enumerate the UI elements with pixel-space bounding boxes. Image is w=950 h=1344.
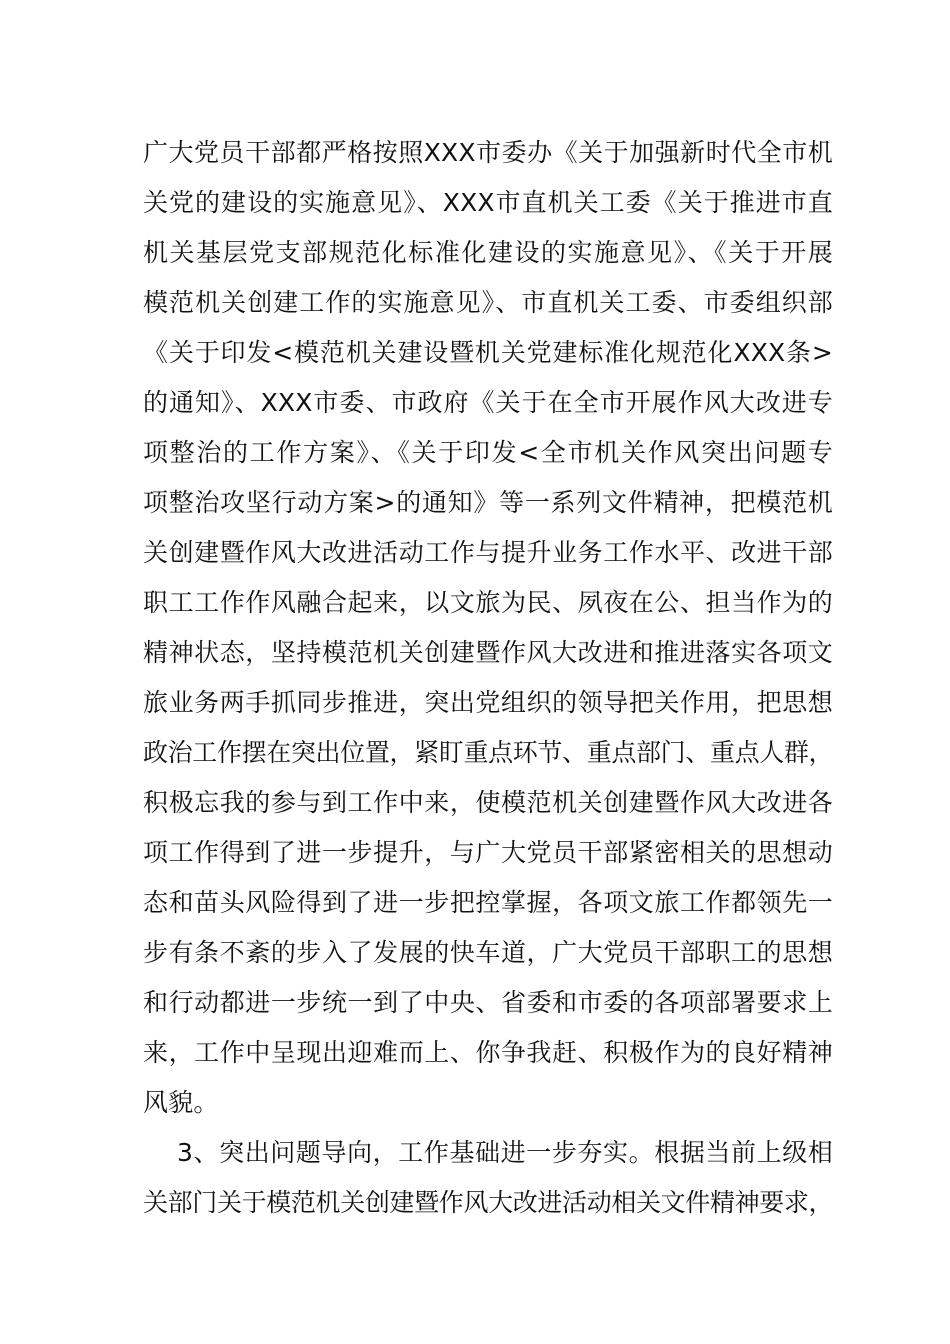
paragraph-1 [143,128,833,1128]
text-line: 步有条不紊的步入了发展的快车道，广大党员干部职工的思想 [143,938,833,967]
text-line: 的通知》、XXX市委、市政府《关于在全市开展作风大改进专 [143,388,833,417]
text-line: 关党的建设的实施意见》、XXX市直机关工委《关于推进市直 [143,188,833,217]
document-body [143,128,833,1228]
text-line: 3、突出问题导向，工作基础进一步夯实。根据当前上级相 [177,1138,833,1167]
text-line: 旅业务两手抓同步推进，突出党组织的领导把关作用，把思想 [143,688,833,717]
text-line: 广大党员干部都严格按照XXX市委办《关于加强新时代全市机 [143,138,833,167]
text-line: 《关于印发<模范机关建设暨机关党建标准化规范化XXX条> [143,338,833,367]
text-line: 项工作得到了进一步提升，与广大党员干部紧密相关的思想动 [143,838,833,867]
text-line: 关部门关于模范机关创建暨作风大改进活动相关文件精神要求， [143,1188,833,1217]
text-line: 和行动都进一步统一到了中央、省委和市委的各项部署要求上 [143,988,833,1017]
text-line: 政治工作摆在突出位置，紧盯重点环节、重点部门、重点人群， [143,738,833,767]
text-line: 来，工作中呈现出迎难而上、你争我赶、积极作为的良好精神 [143,1038,833,1067]
text-line: 项整治攻坚行动方案>的通知》等一系列文件精神，把模范机 [143,488,833,517]
text-line: 模范机关创建工作的实施意见》、市直机关工委、市委组织部 [143,288,833,317]
text-line: 态和苗头风险得到了进一步把控掌握，各项文旅工作都领先一 [143,888,833,917]
paragraph-2 [143,1128,833,1228]
text-line: 风貌。 [143,1088,219,1117]
text-line: 关创建暨作风大改进活动工作与提升业务工作水平、改进干部 [143,538,833,567]
text-line: 机关基层党支部规范化标准化建设的实施意见》、《关于开展 [143,238,833,267]
text-line: 精神状态，坚持模范机关创建暨作风大改进和推进落实各项文 [143,638,833,667]
text-line: 职工工作作风融合起来，以文旅为民、夙夜在公、担当作为的 [143,588,833,617]
text-line: 积极忘我的参与到工作中来，使模范机关创建暨作风大改进各 [143,788,833,817]
text-line: 项整治的工作方案》、《关于印发<全市机关作风突出问题专 [143,438,833,467]
